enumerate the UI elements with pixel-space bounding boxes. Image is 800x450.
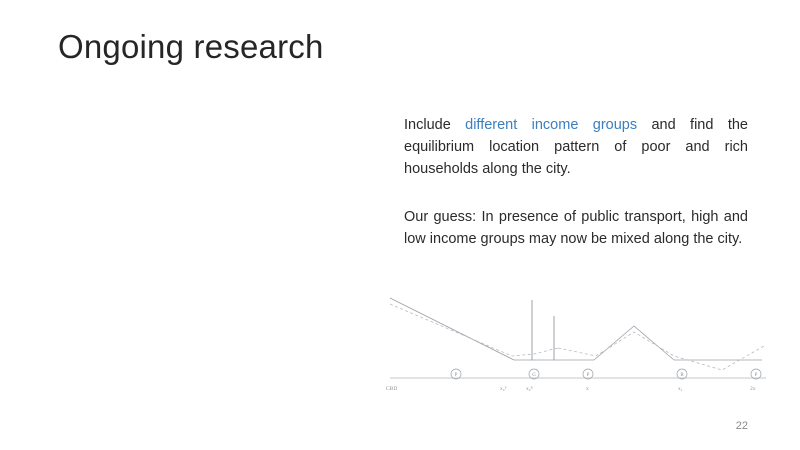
city-location-pattern-figure (382, 286, 772, 406)
svg-text:P: P (586, 373, 590, 378)
page-title: Ongoing research (58, 28, 324, 65)
body-text-block (404, 114, 748, 250)
figure-node-markers (451, 369, 761, 379)
svg-text:P: P (754, 373, 758, 378)
figure-solid-curves (390, 298, 762, 360)
svg-text:P: P (454, 373, 458, 378)
paragraph-1 (404, 114, 748, 180)
paragraph-2 (404, 206, 748, 250)
paragraph-1-segment-3: and find the equilibrium location pattern of poor and rich households along the city. (404, 117, 748, 178)
svg-text:G: G (532, 373, 536, 378)
svg-text:x₀ᴾ: x₀ᴾ (500, 386, 507, 392)
svg-text:x: x (586, 386, 589, 392)
paragraph-1-segment-1: Include (404, 117, 466, 133)
figure-axis-labels (386, 386, 756, 392)
svg-text:2x: 2x (750, 386, 756, 392)
svg-text:R: R (680, 373, 684, 378)
svg-text:x₀ᴿ: x₀ᴿ (526, 386, 533, 392)
paragraph-2-segment-1: Our guess: In presence of public transport, high and low income groups may now be mixed along the city. (404, 209, 748, 248)
figure-node-labels (455, 373, 758, 378)
figure-svg (382, 286, 772, 406)
page-number: 22 (735, 420, 748, 432)
paragraph-1-accent-phrase: different income groups (465, 117, 638, 133)
svg-text:x₁: x₁ (678, 386, 683, 392)
svg-text:CBD: CBD (386, 386, 398, 392)
